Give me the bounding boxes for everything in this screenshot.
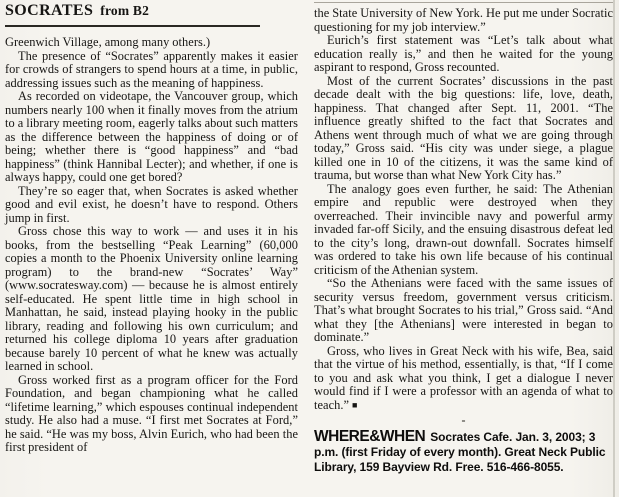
paragraph: Gross worked first as a program officer for the Ford Foundation, and began championing what he called “lifetime learning,” which espouses continual independent study. He also had a muse. “I first met Socrates at Ford,” he said. “He was my boss, Alvin Eurich, who had been the first president of xyxy=(5,372,298,454)
where-and-when-listing xyxy=(314,429,613,475)
where-and-when-label: WHERE&WHEN xyxy=(314,428,426,445)
paragraph xyxy=(314,345,613,413)
paragraph: Gross chose this way to work — and uses it in his books, from the bestselling “Peak Learning” (60,000 copies a month to the Phoenix University online learning program) to the brand-new “Socrates’ Way” (www.socratesway.com) — because he is almost entirely self-educated. He spent little time in high school in Manhattan, he said, instead playing hooky in the public library, reading and following his own curriculum; and returned his college diploma 10 years after graduation because barely 10 percent of what he knew was actually learned in school. xyxy=(5,224,298,373)
article-slug: SOCRATES xyxy=(5,2,94,19)
end-of-article-square: ■ xyxy=(352,399,358,410)
paragraph: Most of the current Socrates’ discussions in the past decade dealt with the big questions: life, love, death, happiness. That changed after Sept. 11, 2001. “The influence greatly shifted to the fact that Socrates and Athens went through much of what we are going through today,” Gross said. “His city was under siege, a plague killed one in 10 of the citizens, it was the same kind of trauma, but worse than what New York City has.” xyxy=(314,73,613,182)
paragraph: The analogy goes even further, he said: The Athenian empire and republic were destroyed when they overreached. Their invincible navy and powerful army invaded far-off Sicily, and the ensuing disastrous defeat led to the city’s long, drawn-out downfall. Socrates himself was ordered to take his own life because of his continual criticism of the Athenian system. xyxy=(314,181,613,277)
column-top-rule xyxy=(314,2,613,3)
paragraph: As recorded on videotape, the Vancouver group, which numbers nearly 100 when it finally moves from the atrium to a library meeting room, eagerly talks about such matters as the difference between the happiness of doing or of being; whether there is “good happiness” and “bad happiness” (think Hannibal Lecter); and whether, if one is always happy, could one get bored? xyxy=(5,89,298,184)
continuation-headline xyxy=(5,2,298,20)
paragraph-text: Gross, who lives in Great Neck with his wife, Bea, said that the virtue of his method, essentially, is that, “If I come to you and ask what you think, I get a dialogue I never would find if I were a professor with an agenda of what to teach.” xyxy=(314,343,613,412)
paragraph: The presence of “Socrates” apparently makes it easier for crowds of strangers to spend hours at a time, in public, addressing issues such as the meaning of happiness. xyxy=(5,48,298,90)
paragraph: the State University of New York. He put me under Socratic questioning for my job interview.” xyxy=(314,6,613,34)
headline-rule xyxy=(5,25,260,27)
section-separator-dash: - xyxy=(461,413,466,427)
scan-edge-artifact xyxy=(613,0,615,497)
paragraph: Eurich’s first statement was “Let’s talk about what education really is,” and then he waited for the young aspirant to respond, Gross recounted. xyxy=(314,33,613,74)
right-column xyxy=(314,2,613,475)
left-column xyxy=(5,2,298,455)
paragraph: Greenwich Village, among many others.) xyxy=(5,35,211,49)
paragraph: They’re so eager that, when Socrates is asked whether good and evil exist, he doesn’t have to respond. Others jump in first. xyxy=(5,183,298,225)
where-and-when-details: Socrates Cafe. Jan. 3, 2003; 3 p.m. (first Friday of every month). Great Neck Public Library, 159 Bayview Rd. Free. 516-466-8055. xyxy=(314,430,606,474)
paragraph: “So the Athenians were faced with the same issues of security versus freedom, government versus criticism. That’s what brought Socrates to his trial,” Gross said. “And what they [the Athenians] were interested in began to dominate.” xyxy=(314,276,613,344)
continuation-from-label: from B2 xyxy=(100,3,150,18)
